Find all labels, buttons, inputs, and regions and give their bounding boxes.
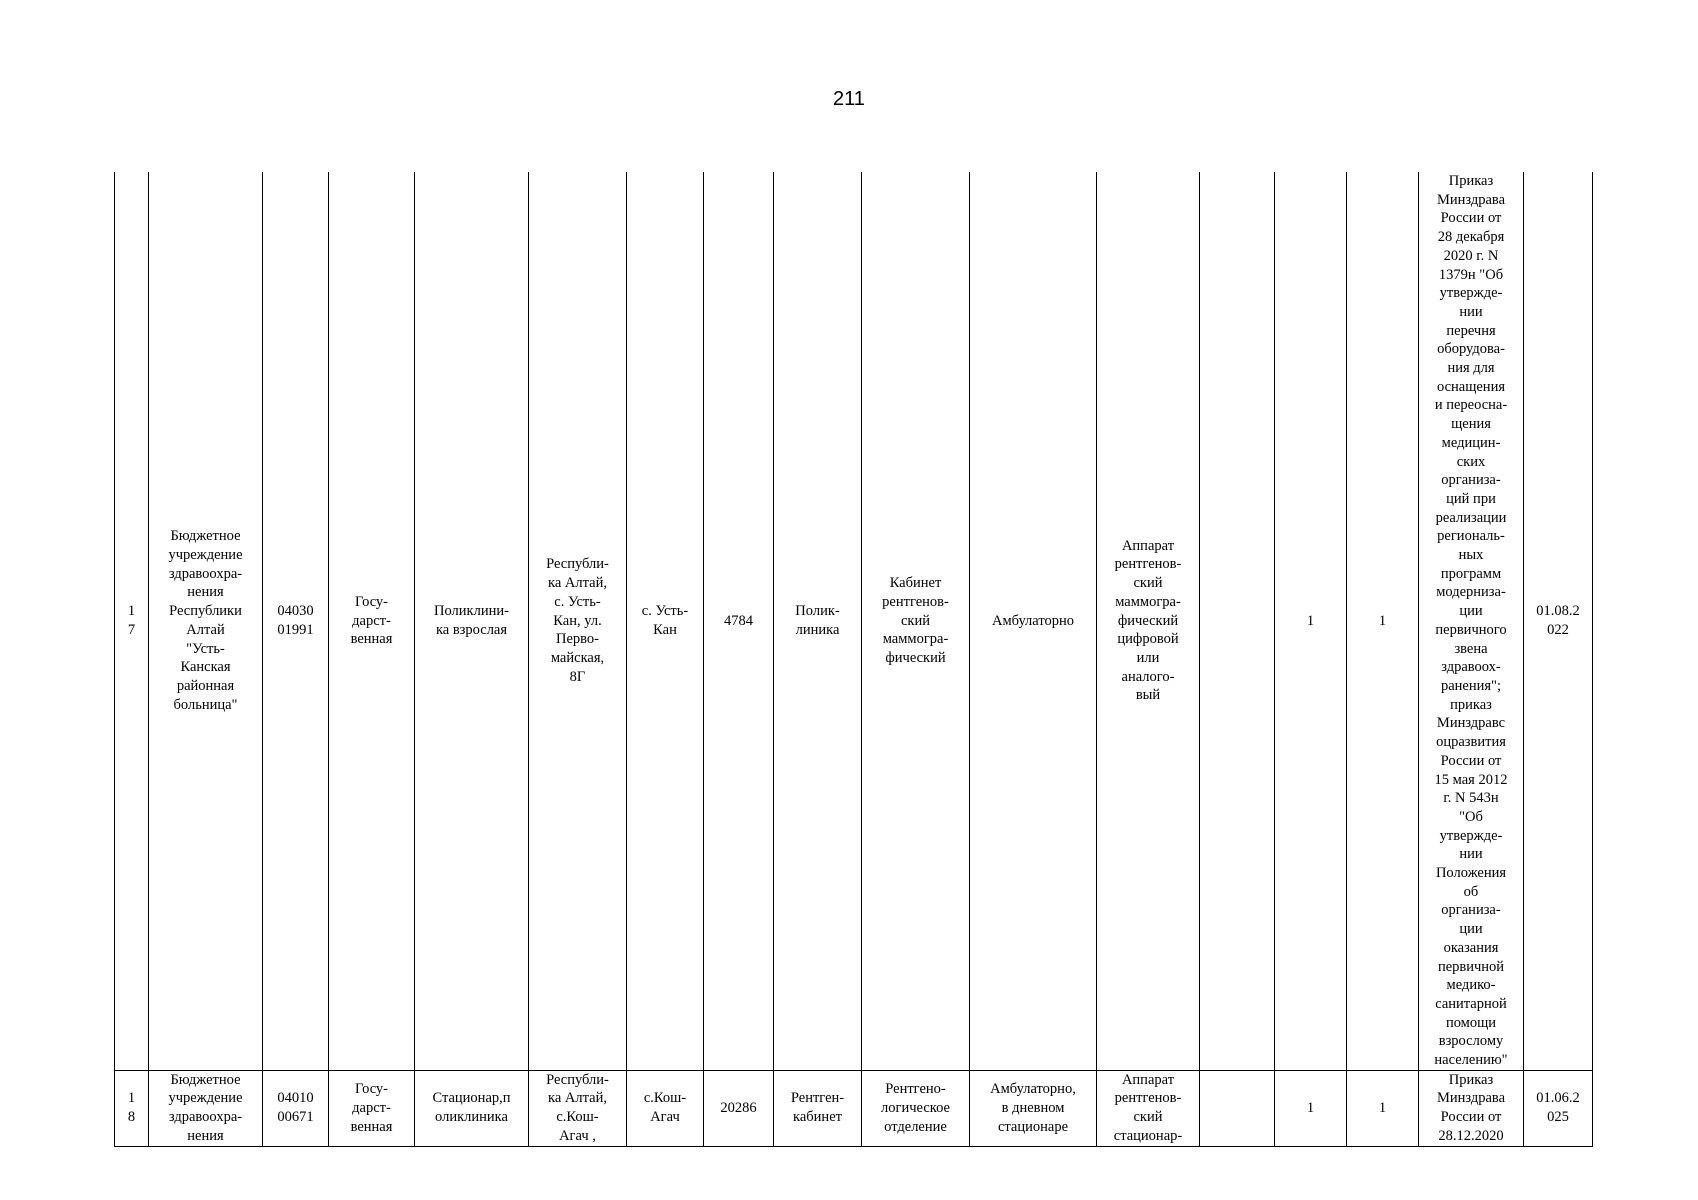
code-cell: 04010 00671: [263, 1070, 329, 1146]
ownership-cell: Госу- дарст- венная: [329, 1070, 415, 1146]
quantity-b-cell: 1: [1347, 172, 1419, 1070]
locality-cell: с.Кош- Агач: [627, 1070, 704, 1146]
structure-cell: Полик- линика: [774, 172, 862, 1070]
date-cell: 01.06.2 025: [1524, 1070, 1593, 1146]
equipment-cell: Аппарат рентгенов- ский стационар-: [1097, 1070, 1200, 1146]
quantity-b-cell: 1: [1347, 1070, 1419, 1146]
organization-cell: Бюджетное учреждение здравоохра- нения: [149, 1070, 263, 1146]
ownership-cell: Госу- дарст- венная: [329, 172, 415, 1070]
structure-cell: Рентген- кабинет: [774, 1070, 862, 1146]
address-cell: Республи- ка Алтай, с.Кош- Агач ,: [529, 1070, 627, 1146]
row-number-cell: 1 7: [115, 172, 149, 1070]
quantity-a-cell: 1: [1275, 1070, 1347, 1146]
cabinet-cell: Кабинет рентгенов- ский маммогра- фический: [862, 172, 970, 1070]
legal-basis-cell: Приказ Минздрава России от 28 декабря 2020 г. N 1379н "Об утвержде- нии перечня оборудова- ния для оснащения и переосна- щения медицин- ских организа- ций при реализации региональ- ных программ модерниза- ции первичного звена здравоох- ранения"; приказ Минздравс оцразвития России от 15 мая 2012 г. N 543н "Об утвержде- нии Положения об организа- ции оказания первичной медико- санитарной помощи взрослому населению": [1419, 172, 1524, 1070]
empty-cell: [1200, 1070, 1275, 1146]
empty-cell: [1200, 172, 1275, 1070]
organization-cell: Бюджетное учреждение здравоохра- нения Республики Алтай "Усть- Канская районная больница": [149, 172, 263, 1070]
quantity-a-cell: 1: [1275, 172, 1347, 1070]
population-cell: 4784: [704, 172, 774, 1070]
cabinet-cell: Рентгено- логическое отделение: [862, 1070, 970, 1146]
address-cell: Республи- ка Алтай, с. Усть- Кан, ул. Перво- майская, 8Г: [529, 172, 627, 1070]
page-number: 211: [833, 88, 865, 110]
legal-basis-cell: Приказ Минздрава России от 28.12.2020: [1419, 1070, 1524, 1146]
equipment-cell: Аппарат рентгенов- ский маммогра- фический цифровой или аналого- вый: [1097, 172, 1200, 1070]
unit-cell: Стационар,п оликлиника: [415, 1070, 529, 1146]
unit-cell: Поликлини- ка взрослая: [415, 172, 529, 1070]
population-cell: 20286: [704, 1070, 774, 1146]
equipment-registry-table: [114, 172, 1593, 1147]
care-form-cell: Амбулаторно: [970, 172, 1097, 1070]
table-row: [115, 1070, 1593, 1146]
care-form-cell: Амбулаторно, в дневном стационаре: [970, 1070, 1097, 1146]
locality-cell: с. Усть- Кан: [627, 172, 704, 1070]
row-number-cell: 1 8: [115, 1070, 149, 1146]
code-cell: 04030 01991: [263, 172, 329, 1070]
date-cell: 01.08.2 022: [1524, 172, 1593, 1070]
table-row: [115, 172, 1593, 1070]
